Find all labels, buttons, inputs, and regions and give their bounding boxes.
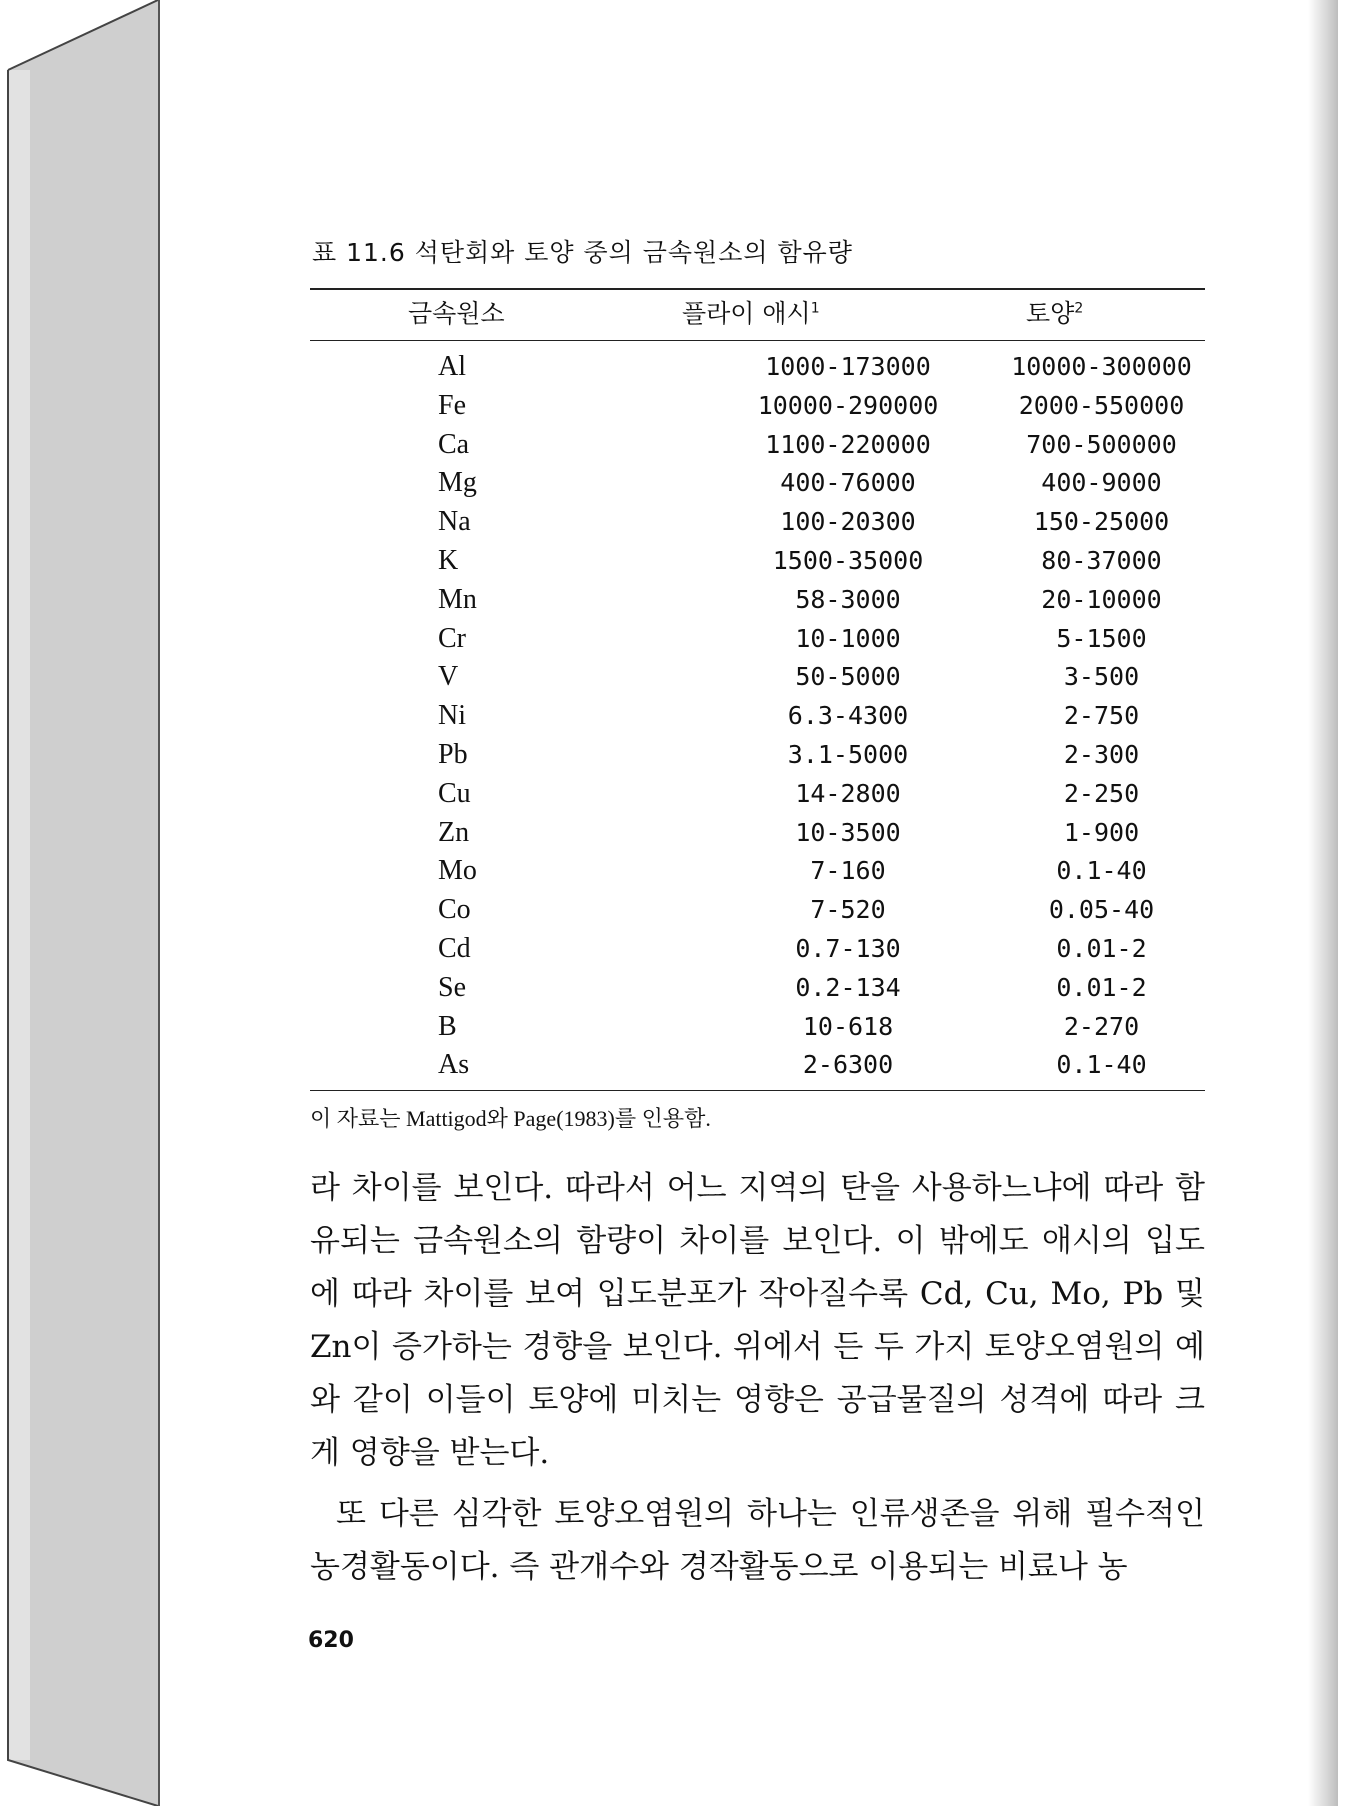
metal-content-table <box>310 348 1205 1085</box>
header-soil: 토양$^2$ <box>1026 299 1084 328</box>
fly-ash-cell: 400-76000 <box>780 468 916 498</box>
element-cell: Al <box>438 351 466 382</box>
table-row <box>310 1008 1205 1047</box>
table-row <box>310 891 1205 930</box>
table-caption: 표 11.6 석탄회와 토양 중의 금속원소의 함유량 <box>312 238 853 267</box>
fly-ash-cell: 58-3000 <box>795 584 901 614</box>
element-cell: Mo <box>438 855 477 887</box>
soil-cell: 10000-300000 <box>1011 352 1192 381</box>
fly-ash-cell: 0.7-130 <box>795 933 901 963</box>
fly-ash-cell: 10-618 <box>802 1011 894 1041</box>
soil-cell: 3-500 <box>1063 662 1140 692</box>
table-bottom-rule <box>310 1090 1205 1091</box>
element-cell: Se <box>438 971 466 1003</box>
table-row <box>310 503 1205 542</box>
fly-ash-cell: 6.3-4300 <box>787 701 909 731</box>
table-source-note: 이 자료는 Mattigod와 Page(1983)를 인용함. <box>310 1106 711 1131</box>
soil-cell: 0.01-2 <box>1056 933 1147 963</box>
soil-cell: 5-1500 <box>1056 623 1147 653</box>
soil-cell: 2-270 <box>1063 1011 1140 1041</box>
page-number: 620 <box>308 1628 354 1653</box>
element-cell: B <box>438 1010 457 1042</box>
table-row <box>310 852 1205 891</box>
book-spine <box>0 0 165 1806</box>
table-row <box>310 1046 1205 1085</box>
element-cell: Cd <box>438 932 471 964</box>
element-cell: Fe <box>438 389 466 421</box>
fly-ash-cell: 0.2-134 <box>795 972 901 1002</box>
element-cell: Mn <box>438 583 477 615</box>
table-row <box>310 658 1205 697</box>
soil-cell: 80-37000 <box>1041 545 1162 575</box>
fly-ash-cell: 14-2800 <box>795 778 901 808</box>
table-row <box>310 775 1205 814</box>
soil-cell: 2000-550000 <box>1018 390 1185 420</box>
element-cell: K <box>438 544 459 576</box>
table-top-rule <box>310 288 1205 290</box>
table-row <box>310 464 1205 503</box>
element-cell: Cr <box>438 622 466 654</box>
soil-cell: 0.1-40 <box>1056 1050 1147 1080</box>
table-row <box>310 426 1205 465</box>
soil-cell: 0.05-40 <box>1048 895 1155 925</box>
soil-cell: 700-500000 <box>1026 429 1177 459</box>
table-row <box>310 387 1205 426</box>
element-cell: Ca <box>438 428 470 460</box>
element-cell: Cu <box>438 777 471 809</box>
fly-ash-cell: 3.1-5000 <box>787 739 909 769</box>
element-cell: Pb <box>438 738 468 770</box>
soil-cell: 2-300 <box>1063 739 1140 769</box>
soil-cell: 400-9000 <box>1041 468 1162 498</box>
fly-ash-cell: 10-1000 <box>795 623 901 653</box>
table-row <box>310 930 1205 969</box>
fly-ash-cell: 10000-290000 <box>757 390 939 420</box>
fly-ash-cell: 100-20300 <box>780 507 916 537</box>
element-cell: V <box>438 661 459 693</box>
body-text <box>310 1162 1205 1594</box>
table-row <box>310 620 1205 659</box>
fly-ash-cell: 1100-220000 <box>765 429 931 459</box>
element-cell: Na <box>438 506 471 538</box>
table-header-rule <box>310 340 1205 341</box>
table-row <box>310 542 1205 581</box>
fly-ash-cell: 50-5000 <box>795 662 901 692</box>
soil-cell: 0.01-2 <box>1056 972 1147 1002</box>
element-cell: Ni <box>438 700 466 732</box>
table-row <box>310 969 1205 1008</box>
element-cell: Mg <box>438 467 477 499</box>
fly-ash-cell: 10-3500 <box>795 817 901 847</box>
paragraph-2: 또 다른 심각한 토양오염원의 하나는 인류생존을 위해 필수적인 농경활동이다. 즉 관개수와 경작활동으로 이용되는 비료나 농 <box>310 1496 1205 1585</box>
table-row <box>310 581 1205 620</box>
table-row <box>310 348 1205 387</box>
fly-ash-cell: 1000-173000 <box>765 352 931 381</box>
table-row <box>310 697 1205 736</box>
table-row <box>310 814 1205 853</box>
soil-cell: 1-900 <box>1063 817 1140 847</box>
element-cell: Zn <box>438 816 470 848</box>
paragraph-1: 라 차이를 보인다. 따라서 어느 지역의 탄을 사용하느냐에 따라 함유되는 금속원소의 함량이 차이를 보인다. 이 밖에도 애시의 입도에 따라 차이를 보여 입도분포가 작아질수록 Cd, Cu, Mo, Pb 및 Zn이 증가하는 경향을 보인다. 위에서 든 두 가지 토양오염원의 예와 같이 이들이 토양에 미치는 영향은 공급물질의 성격에 따라 크게 영향을 받는다. <box>310 1170 1205 1471</box>
fly-ash-cell: 1500-35000 <box>772 545 924 575</box>
soil-cell: 0.1-40 <box>1056 856 1147 886</box>
page-edge-shadow <box>1308 0 1338 1806</box>
soil-cell: 150-25000 <box>1033 507 1170 537</box>
table-row <box>310 736 1205 775</box>
element-cell: Co <box>438 894 471 926</box>
soil-cell: 2-750 <box>1063 701 1140 731</box>
header-element: 금속원소 <box>408 299 505 328</box>
fly-ash-cell: 2-6300 <box>802 1050 894 1080</box>
soil-cell: 20-10000 <box>1041 584 1162 614</box>
element-cell: As <box>438 1049 470 1081</box>
header-fly-ash: 플라이 애시$^1$ <box>682 299 820 328</box>
soil-cell: 2-250 <box>1063 778 1140 808</box>
fly-ash-cell: 7-520 <box>810 895 886 925</box>
fly-ash-cell: 7-160 <box>810 856 886 886</box>
